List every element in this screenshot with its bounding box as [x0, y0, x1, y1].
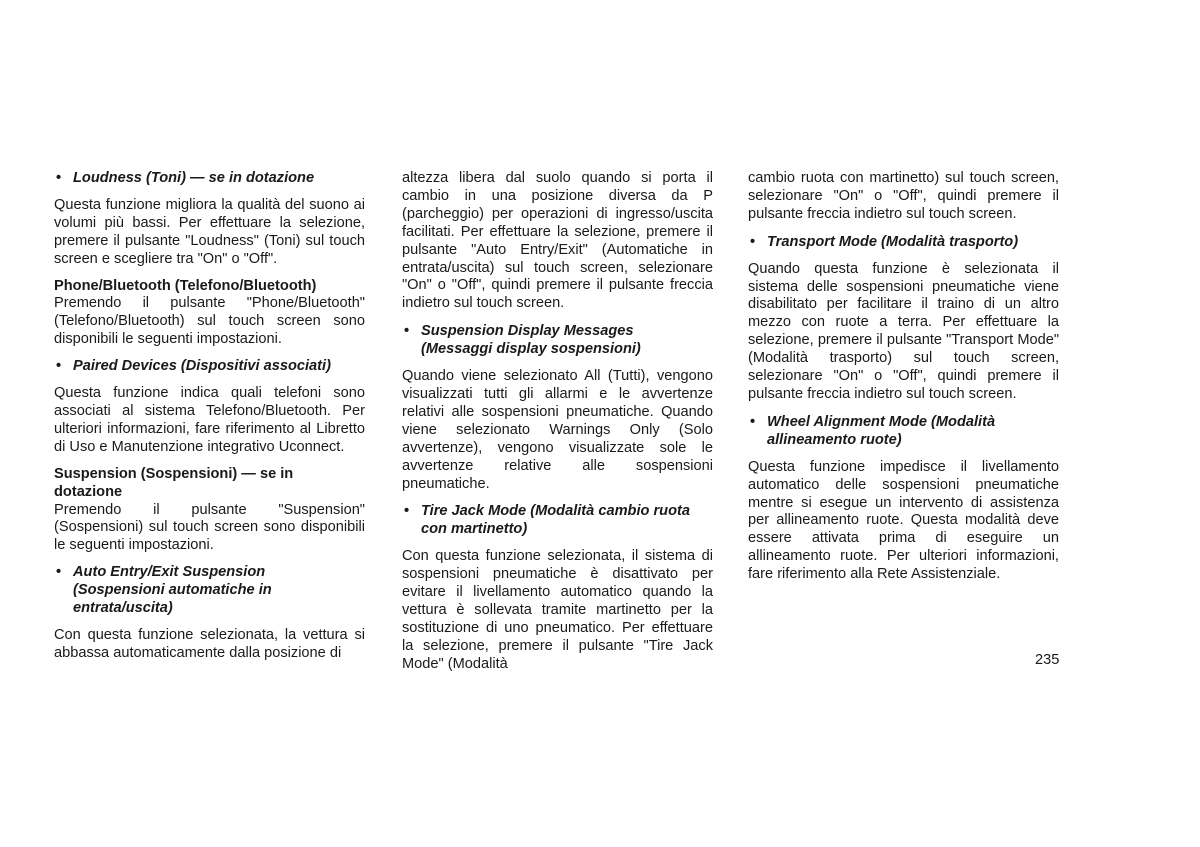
text-column-1 — [54, 170, 365, 672]
section-heading: Phone/Bluetooth (Telefono/Bluetooth) — [54, 277, 317, 294]
section-loudness — [54, 170, 365, 269]
bullet-icon: • — [56, 358, 62, 375]
section-paired-devices — [54, 358, 365, 457]
heading-text: Auto Entry/Exit Suspension (Sospensioni automatiche in entrata/uscita) — [73, 564, 272, 617]
heading-text: Transport Mode (Modalità trasporto) — [767, 233, 1019, 250]
section-body: Con questa funzione selezionata, il sistema di sospensioni pneumatiche è disattivato per evitare il livellamento automatico quando la vettura è sollevata tramite martinetto per la sostituzione di uno pneumatico. Per effettuare la selezione, premere il pulsante "Tire Jack Mode" (Modalità — [402, 548, 713, 672]
section-heading — [54, 170, 365, 188]
section-heading — [54, 358, 365, 376]
section-transport-mode — [748, 234, 1059, 404]
section-body: Premendo il pulsante "Suspension" (Sospensioni) sul touch screen sono disponibili le seguenti impostazioni. — [54, 501, 365, 554]
section-heading — [402, 503, 713, 539]
bullet-icon: • — [56, 170, 62, 186]
section-heading — [748, 414, 1059, 450]
bullet-icon: • — [56, 564, 62, 581]
section-continuation — [402, 170, 713, 313]
section-heading — [402, 323, 713, 359]
section-heading — [748, 234, 1059, 252]
page-number: 235 — [1035, 652, 1060, 668]
section-body: Quando questa funzione è selezionata il sistema delle sospensioni pneumatiche viene disabilitato per facilitare il traino di un altro mezzo con ruote a terra. Per effettuare la selezione, premere il pulsante "Transport Mode" (Modalità trasporto) sul touch screen, selezionare "On" o "Off", quindi premere il pulsante freccia indietro sul touch screen. — [748, 260, 1059, 402]
section-auto-entry-exit — [54, 564, 365, 663]
section-body: Quando viene selezionato All (Tutti), vengono visualizzati tutti gli allarmi e le avvertenze relativi alle sospensioni pneumatiche. Quando viene selezionato Warnings Only (Solo avvertenze), vengono visualizzate sole le avvertenze relative alle sospensioni pneumatiche. — [402, 368, 713, 492]
section-body: Questa funzione impedisce il livellamento automatico delle sospensioni pneumatiche mentre si esegue un intervento di assistenza per allineamento ruote. Questa modalità deve essere attivata prima di eseguire un allineamento ruote. Per ulteriori informazioni, fare riferimento alla Rete Assistenziale. — [748, 458, 1059, 583]
section-continuation — [748, 170, 1059, 224]
section-heading — [54, 564, 365, 618]
text-column-3 — [748, 170, 1059, 593]
section-body: Questa funzione indica quali telefoni sono associati al sistema Telefono/Bluetooth. Per ulteriori informazioni, fare riferimento al Libretto di Uso e Manutenzione integrativo Uconnect. — [54, 385, 365, 455]
text-column-2 — [402, 170, 713, 683]
heading-text: Suspension Display Messages (Messaggi display sospensioni) — [421, 323, 641, 358]
section-body: cambio ruota con martinetto) sul touch screen, selezionare "On" o "Off", quindi premere il pulsante freccia indietro sul touch screen. — [748, 170, 1059, 222]
section-body: Premendo il pulsante "Phone/Bluetooth" (Telefono/Bluetooth) sul touch screen sono disponibili le seguenti impostazioni. — [54, 295, 365, 348]
section-suspension-display-messages — [402, 323, 713, 493]
section-phone-bluetooth — [54, 278, 365, 350]
bullet-icon: • — [404, 503, 410, 520]
section-wheel-alignment-mode — [748, 414, 1059, 584]
heading-text: Paired Devices (Dispositivi associati) — [73, 358, 331, 375]
section-tire-jack-mode — [402, 503, 713, 673]
section-heading: Suspension (Sospensioni) — se in dotazione — [54, 465, 294, 500]
heading-text: Tire Jack Mode (Modalità cambio ruota con martinetto) — [421, 503, 690, 538]
bullet-icon: • — [750, 413, 756, 430]
section-body: Questa funzione migliora la qualità del suono ai volumi più bassi. Per effettuare la selezione, premere il pulsante "Loudness" (Toni) sul touch screen e scegliere tra "On" o "Off". — [54, 196, 365, 267]
section-body: altezza libera dal suolo quando si porta il cambio in una posizione diversa da P (parcheggio) per operazioni di ingresso/uscita facilitati. Per effettuare la selezione, premere il pulsante "Auto Entry/Exit" (Automatiche in entrata/uscita) sul touch screen, selezionare "On" o "Off", quindi premere il pulsante freccia indietro sul touch screen. — [402, 170, 713, 312]
section-body: Con questa funzione selezionata, la vettura si abbassa automaticamente dalla posizione di — [54, 626, 365, 661]
section-suspension — [54, 466, 365, 556]
bullet-icon: • — [750, 233, 756, 250]
heading-text: Loudness (Toni) — se in dotazione — [73, 170, 315, 186]
bullet-icon: • — [404, 323, 410, 340]
heading-text: Wheel Alignment Mode (Modalità allineamento ruote) — [767, 413, 996, 448]
